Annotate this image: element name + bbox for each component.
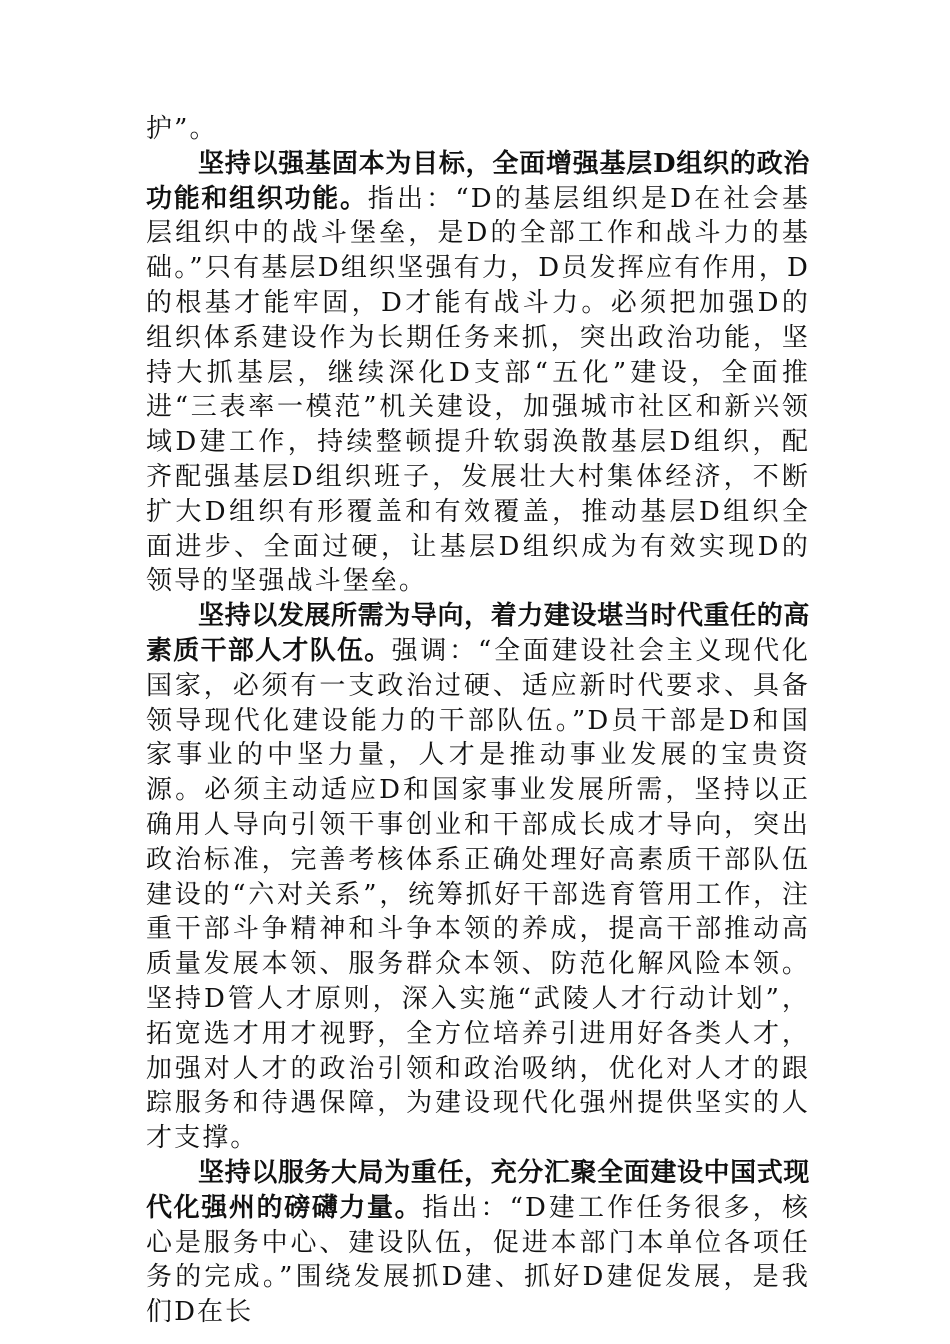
paragraph-2 [146, 147, 810, 599]
paragraph-4 [146, 1156, 810, 1330]
paragraph-2-text: 指出：“D的基层组织是D在社会基层组织中的战斗堡垒，是D的全部工作和战斗力的基础。”只有基层D组织坚强有力，D员发挥应有作用，D的根基才能牢固，D才能有战斗力。必须把加强D的组织体系建设作为长期任务来抓，突出政治功能，坚持大抓基层，继续深化D支部“五化”建设，全面推进“三表率一模范”机关建设，加强城市社区和新兴领域D建工作，持续整顿提升软弱涣散基层D组织，配齐配强基层D组织班子，发展壮大村集体经济，不断扩大D组织有形覆盖和有效覆盖，推动基层D组织全面进步、全面过硬，让基层D组织成为有效实现D的领导的坚强战斗堡垒。 [146, 183, 810, 597]
paragraph-4-text: 指出：“D建工作任务很多，核心是服务中心、建设队伍，促进本部门本单位各项任务的完成。”围绕发展抓D建、抓好D建促发展，是我们D在长 [146, 1192, 810, 1328]
paragraph-1 [146, 112, 810, 147]
paragraph-3-heading: 坚持以发展所需为导向，着力建设堪当时代重任的高素质干部人才队伍。 [146, 601, 810, 666]
document-body [146, 112, 810, 1330]
paragraph-2-heading: 坚持以强基固本为目标，全面增强基层D组织的政治功能和组织功能。 [146, 148, 810, 214]
paragraph-3 [146, 599, 810, 1156]
paragraph-3-text: 强调：“全面建设社会主义现代化国家，必须有一支政治过硬、适应新时代要求、具备领导现代化建设能力的干部队伍。”D员干部是D和国家事业的中坚力量，人才是推动事业发展的宝贵资源。必须主动适应D和国家事业发展所需，坚持以正确用人导向引领干事创业和干部成长成才导向，突出政治标准，完善考核体系正确处理好高素质干部队伍建设的“六对关系”，统筹抓好干部选育管用工作，注重干部斗争精神和斗争本领的养成，提高干部推动高质量发展本领、服务群众本领、防范化解风险本领。坚持D管人才原则，深入实施“武陵人才行动计划”，拓宽选才用才视野，全方位培养引进用好各类人才，加强对人才的政治引领和政治吸纳，优化对人才的跟踪服务和待遇保障，为建设现代化强州提供坚实的人才支撑。 [146, 635, 811, 1154]
paragraph-4-heading: 坚持以服务大局为重任，充分汇聚全面建设中国式现代化强州的磅礴力量。 [146, 1157, 810, 1223]
paragraph-1-text: 护”。 [146, 114, 218, 144]
